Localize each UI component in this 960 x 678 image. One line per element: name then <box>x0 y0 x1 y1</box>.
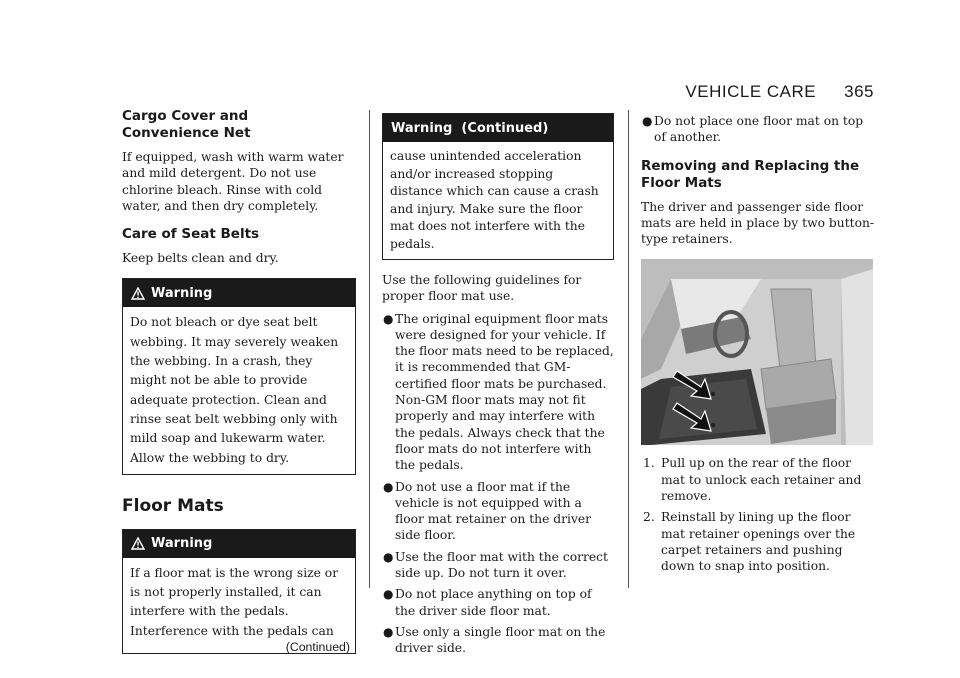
guidelines-list <box>382 311 614 657</box>
bullet-list <box>641 113 875 146</box>
warning-label: Warning <box>151 536 213 552</box>
column-divider <box>628 110 629 588</box>
bullet-dot-icon: ● <box>383 624 394 639</box>
bullet-dot-icon: ● <box>642 114 653 128</box>
warning-text: Do not bleach or dye seat belt webbing. It may severely weaken the webbing. In a crash, they might not be able to provide adequate protection. Clean and rinse seat belt webbing only with mild soap and lukewarm water. Allow the webbing to dry. <box>130 315 339 465</box>
warning-label: Warning <box>151 285 213 301</box>
seat-belts-text: Keep belts clean and dry. <box>122 251 279 266</box>
list-item: ● Use the floor mat with the correct side up. Do not turn it over. <box>383 549 608 581</box>
column-divider <box>369 110 370 588</box>
bullet-dot-icon: ● <box>383 587 394 602</box>
car-interior-illustration <box>641 259 873 445</box>
page-header <box>685 82 874 102</box>
warning-header: Warning (Continued) <box>383 114 613 142</box>
list-item: ● Use only a single floor mat on the driver side. <box>383 624 606 656</box>
list-item: 1. Pull up on the rear of the floor mat to unlock each retainer and remove. <box>643 456 862 504</box>
list-item: ● Do not place anything on top of the driver side floor mat. <box>383 587 592 618</box>
list-item: ● Do not place one floor mat on top of another. <box>642 114 864 145</box>
continued-label: (Continued) <box>285 640 350 655</box>
warning-box-seat-belts <box>122 278 356 474</box>
cargo-cover-text: If equipped, wash with warm water and mild detergent. Do not use chlorine bleach. Rinse with cold water, and then dry completely. <box>122 150 344 213</box>
warning-text: If a floor mat is the wrong size or is not properly installed, it can interfere with the pedals. Interference with the pedals can <box>130 565 339 638</box>
cargo-cover-heading: Cargo Cover and Convenience Net <box>122 108 251 141</box>
section-title: VEHICLE CARE <box>685 82 817 101</box>
warning-box-floor-mats <box>122 529 356 654</box>
list-item: ● The original equipment floor mats were designed for your vehicle. If the floor mats need to be replaced, it is recommended that GM-certified floor mats be purchased. Non-GM floor mats may not fit properly and may interfere with the pedals. Always check that the floor mats do not interfere with the pedals. <box>383 311 614 473</box>
list-item: ● Do not use a floor mat if the vehicle is not equipped with a floor mat retainer on the driver side floor. <box>383 479 592 543</box>
column-3 <box>641 113 875 580</box>
steps-list <box>641 455 875 574</box>
column-2 <box>382 113 614 662</box>
removing-replacing-text: The driver and passenger side floor mats are held in place by two button-type retainers. <box>641 199 875 247</box>
bullet-dot-icon: ● <box>383 311 394 326</box>
bullet-dot-icon: ● <box>383 549 394 564</box>
floor-mats-heading: Floor Mats <box>122 495 224 516</box>
list-item: 2. Reinstall by lining up the floor mat retainer openings over the carpet retainers and pushing down to snap into position. <box>643 510 856 574</box>
removing-replacing-heading: Removing and Replacing the Floor Mats <box>641 157 860 191</box>
warning-box-continued <box>382 113 614 260</box>
floor-mat-illustration <box>641 259 873 445</box>
column-1 <box>122 108 356 654</box>
seat-belts-heading: Care of Seat Belts <box>122 226 260 243</box>
warning-header <box>123 279 355 307</box>
warning-text: cause unintended acceleration and/or increased stopping distance which can cause a crash and injury. Make sure the floor mat does not interfere with the pedals. <box>390 149 599 251</box>
warning-triangle-icon <box>131 537 145 550</box>
guidelines-intro: Use the following guidelines for proper floor mat use. <box>382 273 582 304</box>
warning-triangle-icon <box>131 287 145 300</box>
warning-header <box>123 530 355 558</box>
page-number: 365 <box>844 82 874 101</box>
bullet-dot-icon: ● <box>383 479 394 494</box>
